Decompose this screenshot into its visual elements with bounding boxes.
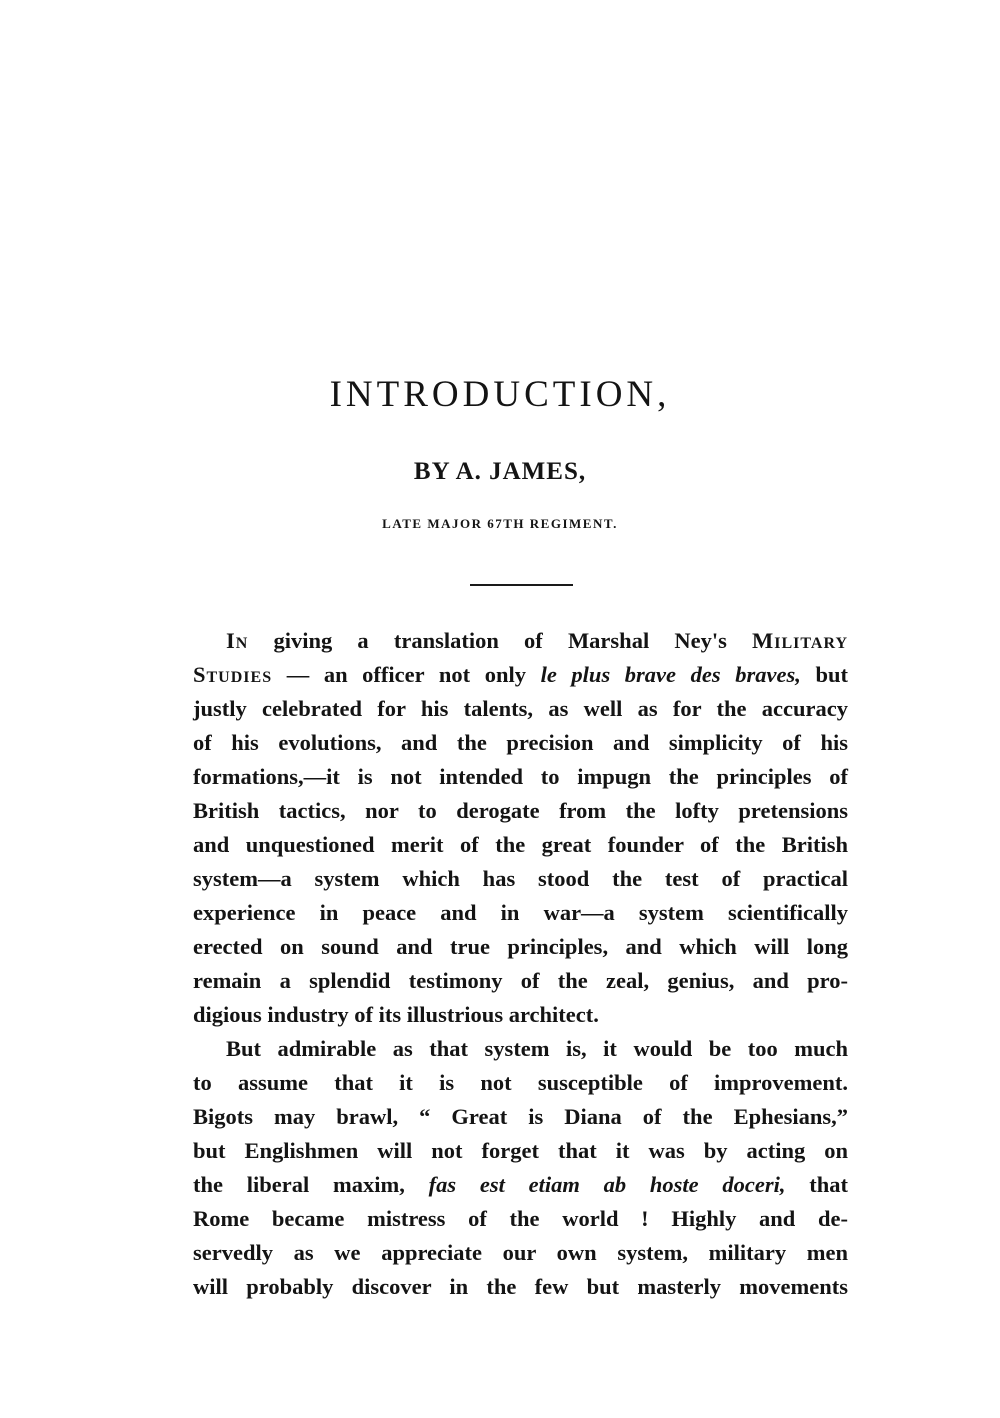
text-run: giving a translation of Marshal Ney's — [248, 628, 753, 653]
text-line: to assume that it is not susceptible of improvement. — [193, 1070, 848, 1095]
page-title: INTRODUCTION, — [329, 374, 671, 415]
text-line: remain a splendid testimony of the zeal, genius, and pro- — [193, 968, 848, 993]
text-line: but Englishmen will not forget that it was by acting on — [193, 1138, 848, 1163]
text-line: digious industry of its illustrious architect. — [193, 1002, 599, 1027]
text-run: — an officer not only — [272, 662, 541, 687]
body-text — [193, 624, 848, 1304]
paragraph-2 — [193, 1032, 848, 1304]
italic-run: le plus brave des braves, — [540, 662, 801, 687]
small-caps-run: Military — [752, 628, 848, 653]
text-line: Bigots may brawl, “ Great is Diana of the Ephesians,” — [193, 1104, 848, 1129]
text-line: erected on sound and true principles, and which will long — [193, 934, 848, 959]
text-line: servedly as we appreciate our own system, military men — [193, 1240, 848, 1265]
text-line: of his evolutions, and the precision and simplicity of his — [193, 730, 848, 755]
text-line — [193, 624, 848, 658]
author-line: BY A. JAMES, — [413, 458, 587, 485]
text-run: the liberal maxim, — [193, 1172, 429, 1197]
text-line: experience in peace and in war—a system scientifically — [193, 900, 848, 925]
text-line: British tactics, nor to derogate from the lofty pretensions — [193, 798, 848, 823]
text-line: justly celebrated for his talents, as well as for the accuracy — [193, 696, 848, 721]
small-caps-run: Studies — [193, 662, 273, 687]
drop-word: In — [226, 628, 249, 653]
text-line: Rome became mistress of the world ! Highly and de- — [193, 1206, 848, 1231]
text-line — [193, 1168, 848, 1202]
paragraph-1 — [193, 624, 848, 1032]
text-line — [193, 658, 848, 692]
text-line: will probably discover in the few but masterly movements — [193, 1274, 848, 1299]
text-run: that — [785, 1172, 848, 1197]
text-line: But admirable as that system is, it would be too much — [226, 1036, 848, 1061]
text-line: and unquestioned merit of the great founder of the British — [193, 832, 848, 857]
section-divider — [470, 584, 573, 586]
text-line: formations,—it is not intended to impugn the principles of — [193, 764, 848, 789]
italic-run: fas est etiam ab hoste doceri, — [428, 1172, 786, 1197]
text-line: system—a system which has stood the test of practical — [193, 866, 848, 891]
author-rank: LATE MAJOR 67TH REGIMENT. — [382, 516, 618, 531]
text-run: but — [800, 662, 848, 687]
